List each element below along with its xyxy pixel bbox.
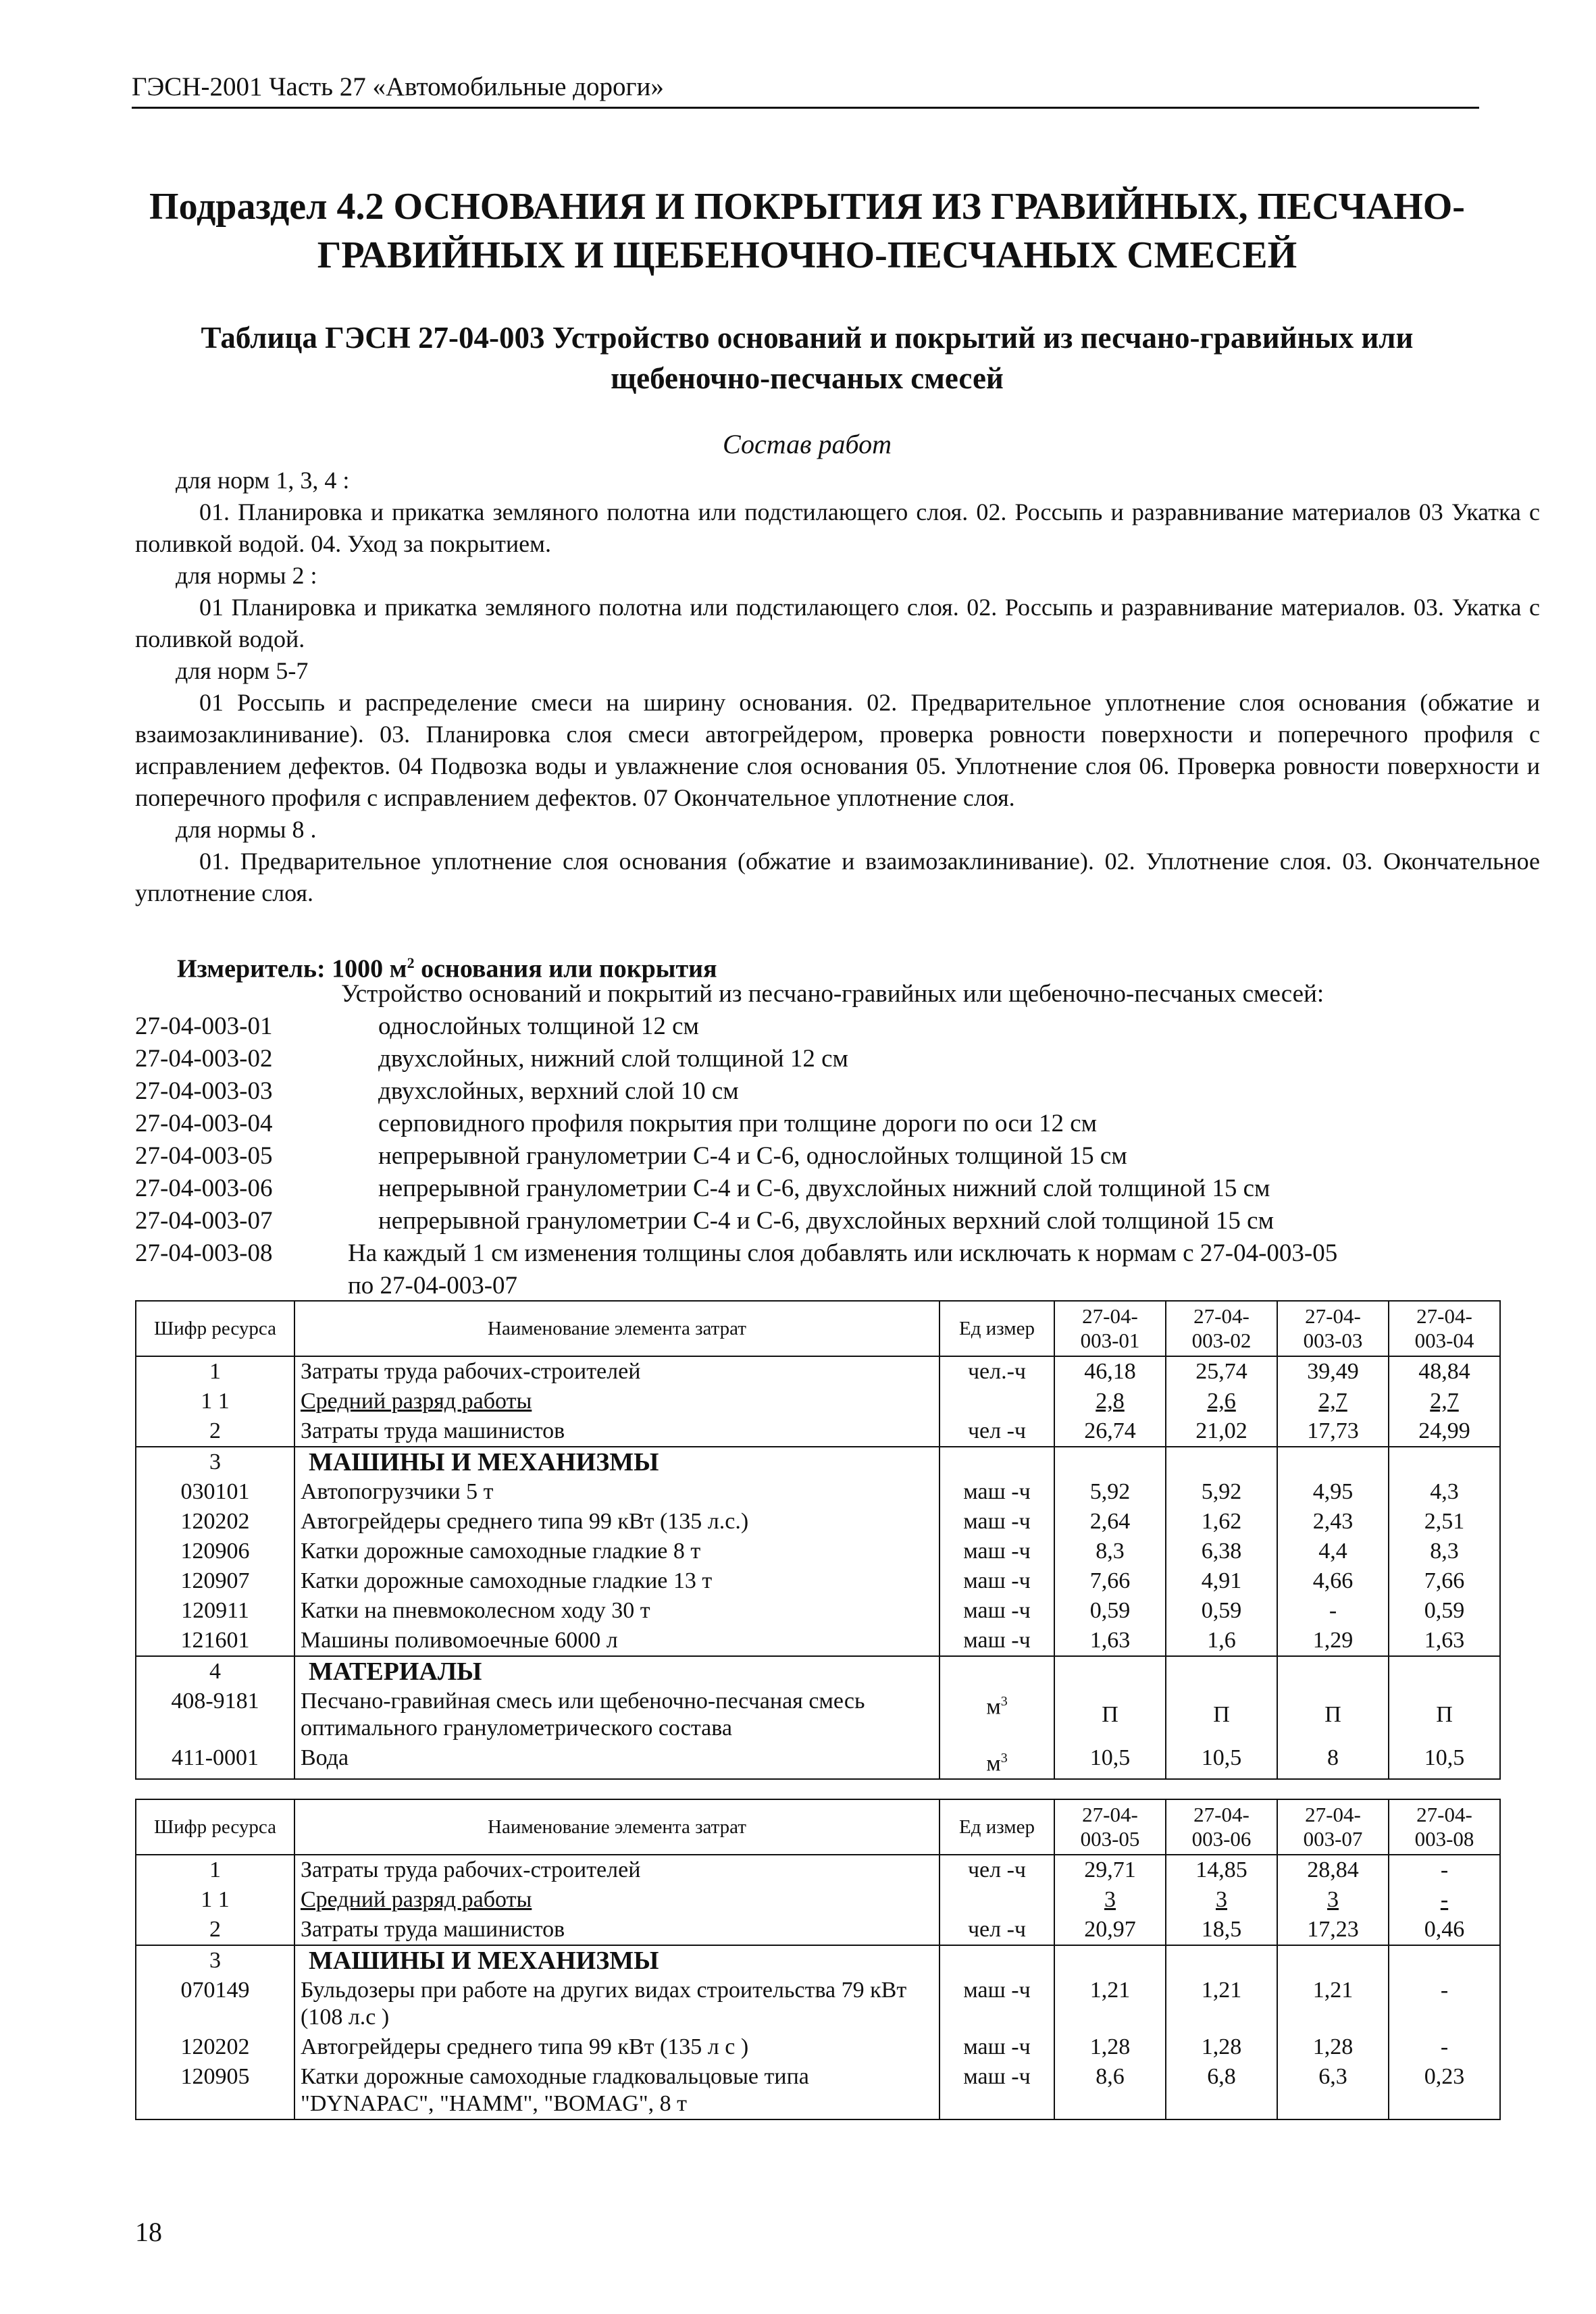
norm-code: 27-04-003-03 <box>135 1077 273 1105</box>
value-cell: 14,85 <box>1166 1855 1277 1885</box>
value-cell: П <box>1277 1687 1389 1743</box>
value-cell <box>1277 1656 1389 1687</box>
cost-element-name: Катки на пневмоколесном ходу 30 т <box>294 1596 939 1626</box>
value-cell <box>1166 1387 1277 1416</box>
unit-cell <box>939 1687 1054 1743</box>
cost-element-name: Автогрейдеры среднего типа 99 кВт (135 л.с.) <box>294 1507 939 1537</box>
value-cell: 4,3 <box>1389 1477 1500 1507</box>
value-cell: - <box>1277 1596 1389 1626</box>
work-group-label: для нормы 2 : <box>176 562 317 589</box>
value-cell: 39,49 <box>1277 1356 1389 1387</box>
value-cell: 4,4 <box>1277 1537 1389 1566</box>
resource-code: 120906 <box>136 1537 294 1566</box>
table-row <box>136 1387 1500 1416</box>
resource-code: 3 <box>136 1945 294 1976</box>
header-unit: Ед измер <box>939 1799 1054 1855</box>
value-cell: 6,8 <box>1166 2062 1277 2119</box>
unit-exponent: 3 <box>1000 1751 1008 1766</box>
unit-cell: маш -ч <box>939 1507 1054 1537</box>
value-cell <box>1166 1656 1277 1687</box>
resource-code: 411-0001 <box>136 1743 294 1779</box>
work-group-label: для норм 1, 3, 4 : <box>176 467 350 494</box>
value-cell: 46,18 <box>1054 1356 1166 1387</box>
value-text: - <box>1440 1887 1449 1912</box>
norm-code: 27-04-003-04 <box>135 1110 273 1137</box>
value-text: 3 <box>1216 1887 1227 1912</box>
table-row <box>136 1566 1500 1596</box>
value-text: 3 <box>1104 1887 1116 1912</box>
norm-description <box>348 1237 1540 1302</box>
unit-cell: чел -ч <box>939 1855 1054 1885</box>
resource-code: 3 <box>136 1447 294 1477</box>
cost-element-name: Бульдозеры при работе на других видах строительства 79 кВт (108 л.с ) <box>294 1976 939 2032</box>
value-cell: 24,99 <box>1389 1416 1500 1447</box>
running-header: ГЭСН-2001 Часть 27 «Автомобильные дороги» <box>132 70 1479 109</box>
unit-cell <box>939 1447 1054 1477</box>
value-cell: 21,02 <box>1166 1416 1277 1447</box>
value-cell: 1,28 <box>1277 2032 1389 2062</box>
value-cell: 1,28 <box>1166 2032 1277 2062</box>
value-cell: 1,28 <box>1054 2032 1166 2062</box>
value-cell: 1,29 <box>1277 1626 1389 1656</box>
table-title-line-2: щебеночно-песчаных смесей <box>611 361 1004 395</box>
value-cell <box>1389 1656 1500 1687</box>
norm-code-item <box>135 1140 1540 1173</box>
unit-cell <box>939 1885 1054 1915</box>
cost-element-name: Затраты труда машинистов <box>294 1416 939 1447</box>
resource-code: 120911 <box>136 1596 294 1626</box>
value-cell: 4,91 <box>1166 1566 1277 1596</box>
cost-element-name <box>294 1387 939 1416</box>
table-row <box>136 1976 1500 2032</box>
norm-code-item <box>135 1237 1540 1302</box>
value-text: 2,8 <box>1096 1389 1125 1414</box>
unit-cell: чел.-ч <box>939 1356 1054 1387</box>
unit-text: м <box>986 1751 1001 1776</box>
table-row <box>136 1885 1500 1915</box>
unit-cell <box>939 1945 1054 1976</box>
cost-element-text: Средний разряд работы <box>301 1389 532 1414</box>
unit-exponent: 3 <box>1000 1694 1008 1709</box>
value-cell: 26,74 <box>1054 1416 1166 1447</box>
value-cell: 0,46 <box>1389 1915 1500 1945</box>
value-text: 2,6 <box>1207 1389 1236 1414</box>
value-cell <box>1277 1885 1389 1915</box>
norm-description: однослойных толщиной 12 см <box>378 1012 699 1040</box>
value-cell: П <box>1389 1687 1500 1743</box>
value-cell: 7,66 <box>1389 1566 1500 1596</box>
table-row <box>136 1596 1500 1626</box>
value-cell: 2,64 <box>1054 1507 1166 1537</box>
table-row <box>136 1537 1500 1566</box>
norm-code-item <box>135 1043 1540 1075</box>
norm-description: непрерывной гранулометрии С-4 и С-6, двухслойных верхний слой толщиной 15 см <box>378 1207 1274 1235</box>
cost-element-name: Машины поливомоечные 6000 л <box>294 1626 939 1656</box>
value-cell <box>1054 1945 1166 1976</box>
header-norm-column: 27-04- 003-07 <box>1277 1799 1389 1855</box>
resource-code: 070149 <box>136 1976 294 2032</box>
norm-description-line-2: по 27-04-003-07 <box>348 1272 518 1300</box>
cost-element-name: Песчано-гравийная смесь или щебеночно-песчаная смесь оптимального гранулометрического состава <box>294 1687 939 1743</box>
value-cell <box>1054 1447 1166 1477</box>
table-row <box>136 1855 1500 1885</box>
table-section-row <box>136 1447 1500 1477</box>
table-row <box>136 1477 1500 1507</box>
value-cell: 2,51 <box>1389 1507 1500 1537</box>
norm-list-intro: Устройство оснований и покрытий из песчано-гравийных или щебеночно-песчаных смесей: <box>341 980 1324 1008</box>
value-cell <box>1277 1387 1389 1416</box>
table-row <box>136 1507 1500 1537</box>
resource-code: 121601 <box>136 1626 294 1656</box>
table-title-line-1: Таблица ГЭСН 27-04-003 Устройство оснований и покрытий из песчано-гравийных или <box>201 321 1414 355</box>
measure-rest: основания или покрытия <box>414 954 717 983</box>
value-cell <box>1054 1885 1166 1915</box>
cost-element-name: Катки дорожные самоходные гладковальцовые типа "DYNAPAC", "HAMM", "BOMAG", 8 т <box>294 2062 939 2119</box>
unit-cell: чел -ч <box>939 1416 1054 1447</box>
value-cell: П <box>1166 1687 1277 1743</box>
norm-code-list <box>135 978 1540 1302</box>
value-cell: - <box>1389 1976 1500 2032</box>
cost-element-name: Вода <box>294 1743 939 1779</box>
unit-cell: маш -ч <box>939 2032 1054 2062</box>
resource-code: 120905 <box>136 2062 294 2119</box>
work-composition <box>135 465 1540 909</box>
cost-element-name: Катки дорожные самоходные гладкие 13 т <box>294 1566 939 1596</box>
header-resource-code: Шифр ресурса <box>136 1301 294 1356</box>
cost-element-name: Катки дорожные самоходные гладкие 8 т <box>294 1537 939 1566</box>
value-cell: 10,5 <box>1389 1743 1500 1779</box>
value-cell <box>1166 1885 1277 1915</box>
value-cell <box>1389 1447 1500 1477</box>
measure-exponent: 2 <box>407 954 415 971</box>
resource-table-2 <box>135 1799 1501 2120</box>
norm-description: непрерывной гранулометрии С-4 и С-6, двухслойных нижний слой толщиной 15 см <box>378 1175 1270 1202</box>
value-cell: 5,92 <box>1054 1477 1166 1507</box>
table-title <box>132 317 1483 398</box>
value-cell: - <box>1389 1855 1500 1885</box>
value-cell: 2,43 <box>1277 1507 1389 1537</box>
value-cell: 10,5 <box>1054 1743 1166 1779</box>
header-norm-column: 27-04- 003-03 <box>1277 1301 1389 1356</box>
resource-code: 120907 <box>136 1566 294 1596</box>
value-text: 2,7 <box>1430 1389 1459 1414</box>
unit-cell: маш -ч <box>939 1566 1054 1596</box>
subsection-title-line-1: Подраздел 4.2 ОСНОВАНИЯ И ПОКРЫТИЯ ИЗ ГРАВИЙНЫХ, ПЕСЧАНО- <box>149 186 1465 228</box>
norm-description: двухслойных, нижний слой толщиной 12 см <box>378 1045 848 1073</box>
value-cell <box>1389 1387 1500 1416</box>
table-header-row <box>136 1799 1500 1855</box>
norm-code: 27-04-003-06 <box>135 1175 273 1202</box>
resource-code: 1 1 <box>136 1387 294 1416</box>
cost-element-name: Затраты труда рабочих-строителей <box>294 1356 939 1387</box>
value-cell: 0,59 <box>1166 1596 1277 1626</box>
resource-code: 1 <box>136 1855 294 1885</box>
norm-code-item <box>135 1010 1540 1043</box>
value-cell: 48,84 <box>1389 1356 1500 1387</box>
unit-cell: маш -ч <box>939 1976 1054 2032</box>
value-cell: 7,66 <box>1054 1566 1166 1596</box>
subsection-title <box>132 182 1483 280</box>
value-cell: 0,59 <box>1389 1596 1500 1626</box>
value-cell: 8,6 <box>1054 2062 1166 2119</box>
cost-element-name: Автопогрузчики 5 т <box>294 1477 939 1507</box>
value-cell: 8 <box>1277 1743 1389 1779</box>
unit-cell: маш -ч <box>939 2062 1054 2119</box>
value-text: 3 <box>1327 1887 1339 1912</box>
work-group-text: 01 Планировка и прикатка земляного полотна или подстилающего слоя. 02. Россыпь и разравнивание материалов. 03. Укатка с поливкой водой. <box>135 594 1540 652</box>
unit-cell: маш -ч <box>939 1477 1054 1507</box>
value-cell <box>1166 1945 1277 1976</box>
value-cell: 17,73 <box>1277 1416 1389 1447</box>
resource-table-1 <box>135 1300 1501 1780</box>
header-resource-code: Шифр ресурса <box>136 1799 294 1855</box>
unit-cell <box>939 1656 1054 1687</box>
work-group-text: 01 Россыпь и распределение смеси на ширину основания. 02. Предварительное уплотнение слоя основания (обжатие и взаимозаклинивание). 03. Планировка слоя смеси автогрейдером, проверка ровности поверхности и поперечного профиля с исправлением дефектов. 04 Подвозка воды и увлажнение слоя основания 05. Уплотнение слоя 06. Проверка ровности поверхности и поперечного профиля с исправлением дефектов. 07 Окончательное уплотнение слоя. <box>135 689 1540 811</box>
value-cell <box>1054 1387 1166 1416</box>
value-cell: 8,3 <box>1054 1537 1166 1566</box>
cost-element-name: Затраты труда рабочих-строителей <box>294 1855 939 1885</box>
value-cell: 0,59 <box>1054 1596 1166 1626</box>
value-cell: 1,6 <box>1166 1626 1277 1656</box>
work-composition-heading: Состав работ <box>723 429 892 459</box>
value-cell <box>1389 1945 1500 1976</box>
norm-code-item <box>135 1205 1540 1237</box>
norm-code-item <box>135 1173 1540 1205</box>
norm-code-item <box>135 1075 1540 1108</box>
norm-code: 27-04-003-08 <box>135 1239 273 1267</box>
value-text: 2,7 <box>1318 1389 1347 1414</box>
resource-code: 1 1 <box>136 1885 294 1915</box>
value-cell: 5,92 <box>1166 1477 1277 1507</box>
resource-code: 030101 <box>136 1477 294 1507</box>
table-row <box>136 1915 1500 1945</box>
resource-code: 408-9181 <box>136 1687 294 1743</box>
unit-text: м <box>986 1694 1001 1720</box>
unit-cell: чел -ч <box>939 1915 1054 1945</box>
work-group-text: 01. Предварительное уплотнение слоя основания (обжатие и взаимозаклинивание). 02. Уплотнение слоя. 03. Окончательное уплотнение слоя. <box>135 848 1540 906</box>
table-row <box>136 2032 1500 2062</box>
value-cell: 1,21 <box>1277 1976 1389 2032</box>
cost-element-text: Средний разряд работы <box>301 1887 532 1912</box>
value-cell: П <box>1054 1687 1166 1743</box>
table-section-row <box>136 1945 1500 1976</box>
value-cell: 20,97 <box>1054 1915 1166 1945</box>
unit-cell: маш -ч <box>939 1596 1054 1626</box>
resource-code: 120202 <box>136 2032 294 2062</box>
value-cell <box>1389 1885 1500 1915</box>
header-norm-column: 27-04- 003-02 <box>1166 1301 1277 1356</box>
resource-code: 4 <box>136 1656 294 1687</box>
header-norm-column: 27-04- 003-01 <box>1054 1301 1166 1356</box>
header-cost-element: Наименование элемента затрат <box>294 1799 939 1855</box>
subsection-title-line-2: ГРАВИЙНЫХ И ЩЕБЕНОЧНО-ПЕСЧАНЫХ СМЕСЕЙ <box>317 234 1297 276</box>
unit-cell <box>939 1387 1054 1416</box>
value-cell: 28,84 <box>1277 1855 1389 1885</box>
value-cell: 17,23 <box>1277 1915 1389 1945</box>
measure-value: 1000 м <box>332 954 407 983</box>
value-cell <box>1277 1945 1389 1976</box>
table-header-row <box>136 1301 1500 1356</box>
resource-code: 2 <box>136 1416 294 1447</box>
table-row <box>136 1356 1500 1387</box>
header-cost-element: Наименование элемента затрат <box>294 1301 939 1356</box>
unit-cell: маш -ч <box>939 1626 1054 1656</box>
value-cell <box>1166 1447 1277 1477</box>
header-norm-column: 27-04- 003-08 <box>1389 1799 1500 1855</box>
header-norm-column: 27-04- 003-06 <box>1166 1799 1277 1855</box>
table-row <box>136 1416 1500 1447</box>
resource-code: 1 <box>136 1356 294 1387</box>
norm-code: 27-04-003-05 <box>135 1142 273 1170</box>
value-cell: 6,38 <box>1166 1537 1277 1566</box>
table-row <box>136 1687 1500 1743</box>
norm-description: серповидного профиля покрытия при толщине дороги по оси 12 см <box>378 1110 1098 1137</box>
norm-code: 27-04-003-07 <box>135 1207 273 1235</box>
norm-code: 27-04-003-02 <box>135 1045 273 1073</box>
value-cell: 1,63 <box>1054 1626 1166 1656</box>
header-norm-column: 27-04- 003-04 <box>1389 1301 1500 1356</box>
value-cell: 4,66 <box>1277 1566 1389 1596</box>
value-cell: 25,74 <box>1166 1356 1277 1387</box>
cost-element-name: Затраты труда машинистов <box>294 1915 939 1945</box>
value-cell <box>1277 1447 1389 1477</box>
section-name: МАШИНЫ И МЕХАНИЗМЫ <box>294 1945 939 1976</box>
norm-code-item <box>135 1108 1540 1140</box>
section-name: МАШИНЫ И МЕХАНИЗМЫ <box>294 1447 939 1477</box>
value-cell: 18,5 <box>1166 1915 1277 1945</box>
cost-element-name: Автогрейдеры среднего типа 99 кВт (135 л с ) <box>294 2032 939 2062</box>
norm-code: 27-04-003-01 <box>135 1012 273 1040</box>
norm-description-line-1: На каждый 1 см изменения толщины слоя добавлять или исключать к нормам с 27-04-003-05 <box>348 1239 1338 1267</box>
value-cell: 10,5 <box>1166 1743 1277 1779</box>
norm-description: непрерывной гранулометрии С-4 и С-6, однослойных толщиной 15 см <box>378 1142 1127 1170</box>
value-cell: 29,71 <box>1054 1855 1166 1885</box>
unit-cell: маш -ч <box>939 1537 1054 1566</box>
value-cell: 1,63 <box>1389 1626 1500 1656</box>
header-norm-column: 27-04- 003-05 <box>1054 1799 1166 1855</box>
section-name: МАТЕРИАЛЫ <box>294 1656 939 1687</box>
table-row <box>136 1626 1500 1656</box>
resource-code: 2 <box>136 1915 294 1945</box>
table-section-row <box>136 1656 1500 1687</box>
value-cell: - <box>1389 2032 1500 2062</box>
cost-element-name <box>294 1885 939 1915</box>
work-group-label: для нормы 8 . <box>176 816 317 843</box>
value-cell: 6,3 <box>1277 2062 1389 2119</box>
value-cell: 0,23 <box>1389 2062 1500 2119</box>
header-unit: Ед измер <box>939 1301 1054 1356</box>
value-cell: 1,21 <box>1054 1976 1166 2032</box>
work-group-text: 01. Планировка и прикатка земляного полотна или подстилающего слоя. 02. Россыпь и разравнивание материалов 03 Укатка с поливкой водой. 04. Уход за покрытием. <box>135 498 1540 557</box>
resource-code: 120202 <box>136 1507 294 1537</box>
page-number: 18 <box>135 2217 162 2247</box>
value-cell: 8,3 <box>1389 1537 1500 1566</box>
value-cell <box>1054 1656 1166 1687</box>
norm-description: двухслойных, верхний слой 10 см <box>378 1077 739 1105</box>
value-cell: 4,95 <box>1277 1477 1389 1507</box>
work-group-label: для норм 5-7 <box>176 657 309 684</box>
value-cell: 1,62 <box>1166 1507 1277 1537</box>
table-row <box>136 1743 1500 1779</box>
measure-label: Измеритель: <box>177 954 326 983</box>
unit-cell <box>939 1743 1054 1779</box>
value-cell: 1,21 <box>1166 1976 1277 2032</box>
table-row <box>136 2062 1500 2119</box>
